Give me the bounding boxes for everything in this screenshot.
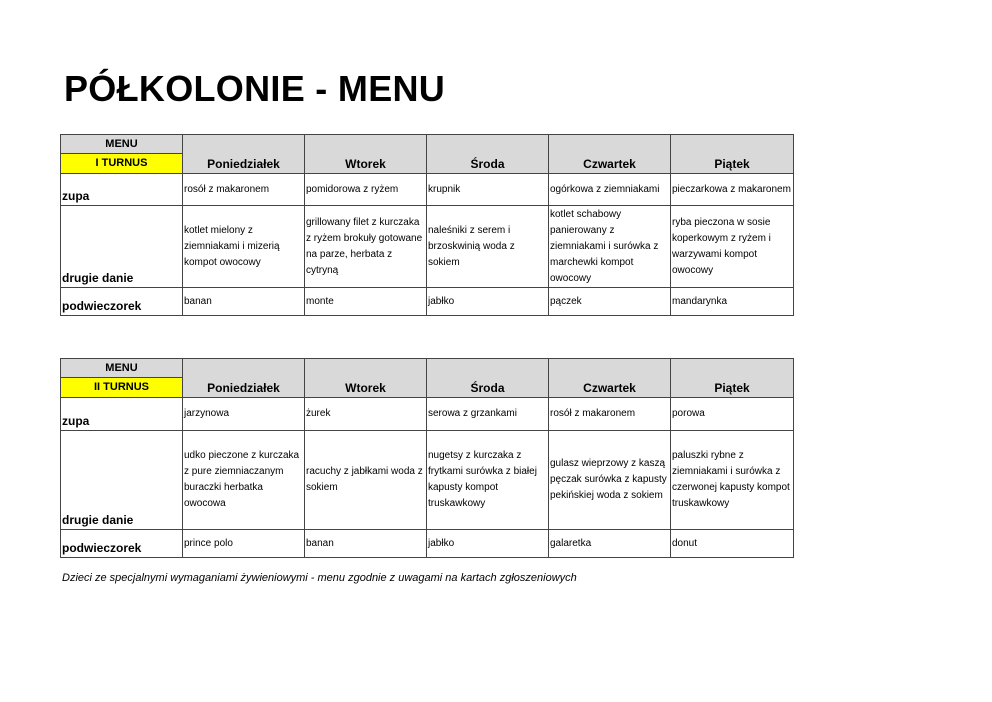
menu-cell: pączek bbox=[549, 288, 671, 316]
menu-table-turn-1 bbox=[60, 134, 794, 316]
row-label: podwieczorek bbox=[61, 288, 183, 316]
table-row bbox=[61, 431, 794, 530]
table-row bbox=[61, 530, 794, 558]
day-header: Czwartek bbox=[549, 135, 671, 174]
day-header: Poniedziałek bbox=[183, 359, 305, 398]
day-header: Piątek bbox=[671, 359, 794, 398]
row-label: podwieczorek bbox=[61, 530, 183, 558]
day-header: Czwartek bbox=[549, 359, 671, 398]
row-label: drugie danie bbox=[61, 431, 183, 530]
table-corner bbox=[61, 135, 183, 174]
menu-cell: donut bbox=[671, 530, 794, 558]
menu-label: MENU bbox=[105, 362, 138, 374]
menu-cell: serowa z grzankami bbox=[427, 398, 549, 431]
row-label: zupa bbox=[61, 174, 183, 206]
page-title: PÓŁKOLONIE - MENU bbox=[64, 68, 446, 109]
menu-cell: nugetsy z kurczaka z frytkami surówka z białej kapusty kompot truskawkowy bbox=[427, 431, 549, 530]
menu-cell: mandarynka bbox=[671, 288, 794, 316]
menu-cell: banan bbox=[305, 530, 427, 558]
row-label: drugie danie bbox=[61, 206, 183, 288]
menu-cell: paluszki rybne z ziemniakami i surówka z czerwonej kapusty kompot truskawkowy bbox=[671, 431, 794, 530]
menu-cell: jarzynowa bbox=[183, 398, 305, 431]
menu-cell: ogórkowa z ziemniakami bbox=[549, 174, 671, 206]
day-header: Środa bbox=[427, 359, 549, 398]
menu-cell: rosół z makaronem bbox=[183, 174, 305, 206]
menu-cell: porowa bbox=[671, 398, 794, 431]
day-header: Poniedziałek bbox=[183, 135, 305, 174]
row-label: zupa bbox=[61, 398, 183, 431]
menu-cell: ryba pieczona w sosie koperkowym z ryżem i warzywami kompot owocowy bbox=[671, 206, 794, 288]
turn-label: I TURNUS bbox=[61, 153, 182, 173]
menu-cell: kotlet mielony z ziemniakami i mizerią kompot owocowy bbox=[183, 206, 305, 288]
menu-cell: jabłko bbox=[427, 288, 549, 316]
menu-cell: udko pieczone z kurczaka z pure ziemniaczanym buraczki herbatka owocowa bbox=[183, 431, 305, 530]
menu-cell: rosół z makaronem bbox=[549, 398, 671, 431]
table-corner bbox=[61, 359, 183, 398]
table-row bbox=[61, 288, 794, 316]
menu-cell: monte bbox=[305, 288, 427, 316]
menu-cell: naleśniki z serem i brzoskwinią woda z sokiem bbox=[427, 206, 549, 288]
table-row bbox=[61, 398, 794, 431]
menu-cell: żurek bbox=[305, 398, 427, 431]
menu-cell: krupnik bbox=[427, 174, 549, 206]
menu-cell: kotlet schabowy panierowany z ziemniakami i surówka z marchewki kompot owocowy bbox=[549, 206, 671, 288]
menu-cell: jabłko bbox=[427, 530, 549, 558]
menu-cell: gulasz wieprzowy z kaszą pęczak surówka z kapusty pekińskiej woda z sokiem bbox=[549, 431, 671, 530]
menu-cell: racuchy z jabłkami woda z sokiem bbox=[305, 431, 427, 530]
menu-cell: pieczarkowa z makaronem bbox=[671, 174, 794, 206]
day-header: Środa bbox=[427, 135, 549, 174]
turn-label: II TURNUS bbox=[61, 377, 182, 397]
day-header: Wtorek bbox=[305, 359, 427, 398]
day-header: Wtorek bbox=[305, 135, 427, 174]
dietary-note: Dzieci ze specjalnymi wymaganiami żywieniowymi - menu zgodnie z uwagami na kartach zgłoszeniowych bbox=[62, 572, 577, 584]
table-row bbox=[61, 206, 794, 288]
menu-table-turn-2 bbox=[60, 358, 794, 558]
menu-label: MENU bbox=[105, 138, 138, 150]
table-header-row bbox=[61, 359, 794, 398]
table-header-row bbox=[61, 135, 794, 174]
menu-cell: prince polo bbox=[183, 530, 305, 558]
day-header: Piątek bbox=[671, 135, 794, 174]
menu-cell: grillowany filet z kurczaka z ryżem brokuły gotowane na parze, herbata z cytryną bbox=[305, 206, 427, 288]
table-row bbox=[61, 174, 794, 206]
menu-cell: pomidorowa z ryżem bbox=[305, 174, 427, 206]
menu-cell: galaretka bbox=[549, 530, 671, 558]
menu-cell: banan bbox=[183, 288, 305, 316]
